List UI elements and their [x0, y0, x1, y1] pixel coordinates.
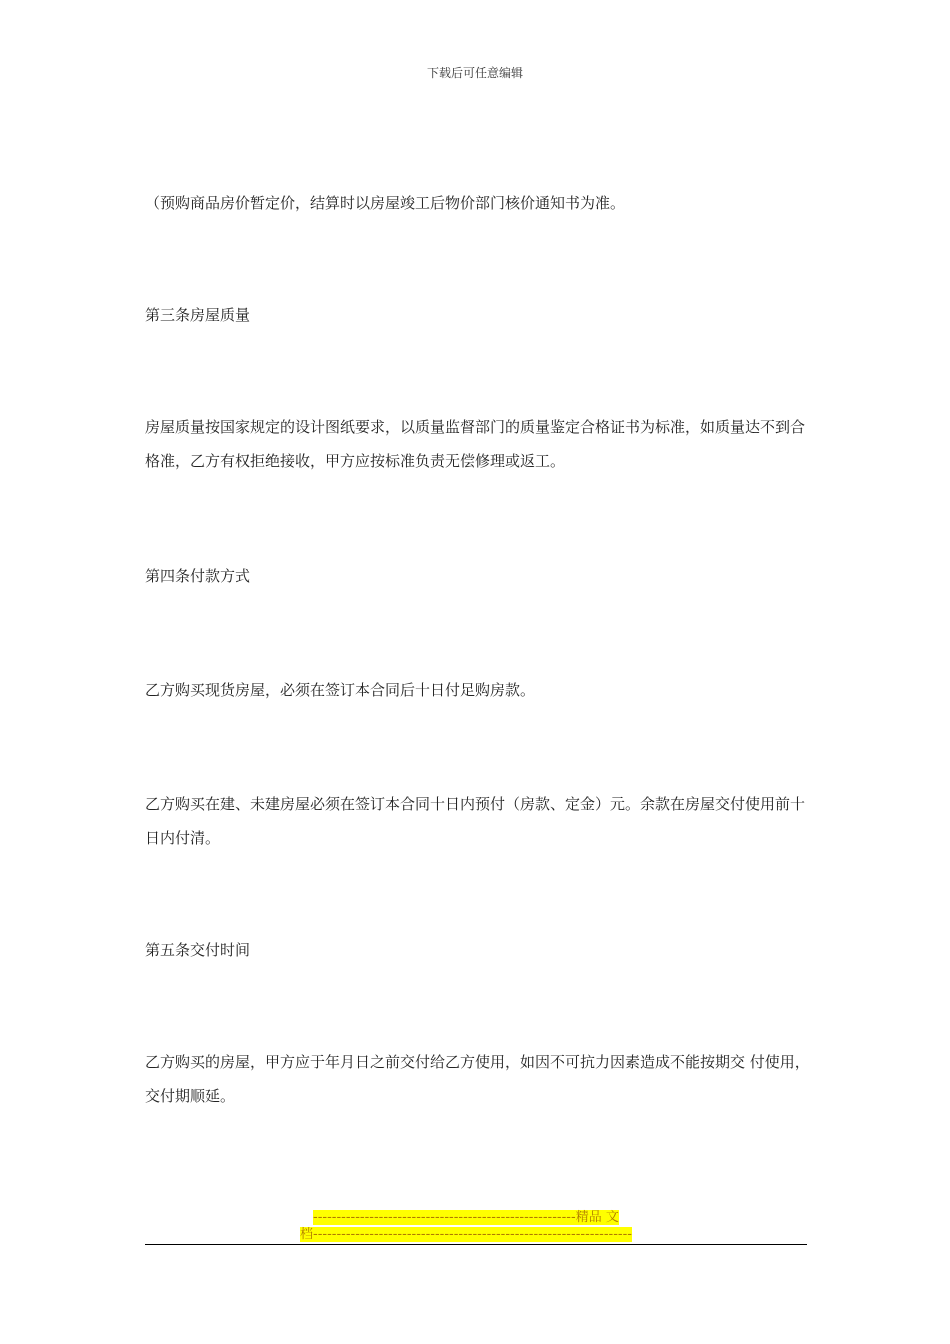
footer-line-1: --------------------------------------------------------精品 文 — [313, 1210, 619, 1225]
footer-watermark — [300, 1209, 660, 1243]
article-3-heading: 第三条房屋质量 — [145, 306, 251, 324]
footer-rule — [145, 1244, 807, 1245]
price-note-paragraph: （预购商品房价暂定价，结算时以房屋竣工后物价部门核价通知书为准。 — [145, 194, 626, 212]
article-4-body-2: 乙方购买在建、未建房屋必须在签订本合同十日内预付（房款、定金）元。余款在房屋交付使用前十日内付清。 — [145, 795, 806, 847]
article-5-heading: 第五条交付时间 — [145, 941, 251, 959]
article-4-body-1: 乙方购买现货房屋，必须在签订本合同后十日付足购房款。 — [145, 681, 536, 699]
article-3-body: 房屋质量按国家规定的设计图纸要求，以质量监督部门的质量鉴定合格证书为标准，如质量达不到合格准，乙方有权拒绝接收，甲方应按标准负责无偿修理或返工。 — [145, 418, 806, 470]
footer-line-2: 档-------------------------------------------------------------------- — [300, 1227, 632, 1242]
article-4-heading: 第四条付款方式 — [145, 567, 251, 585]
article-5-body: 乙方购买的房屋，甲方应于年月日之前交付给乙方使用，如因不可抗力因素造成不能按期交 付使用，交付期顺延。 — [145, 1053, 810, 1105]
page-header: 下载后可任意编辑 — [426, 66, 523, 80]
